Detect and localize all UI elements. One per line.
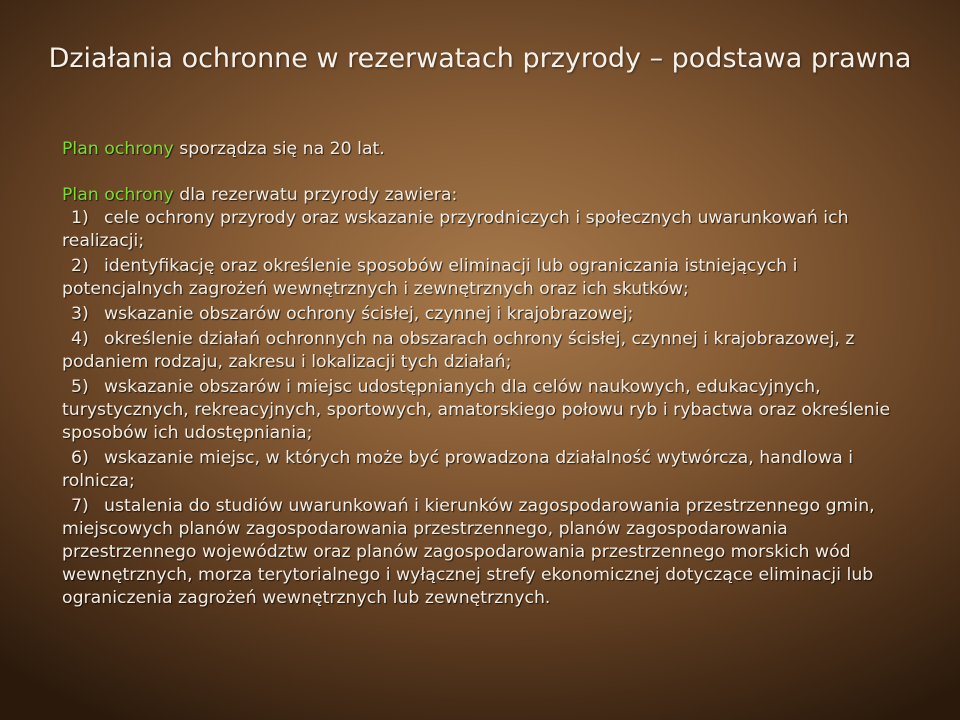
item-number: 1): [71, 208, 89, 228]
item-number: 7): [71, 496, 89, 516]
item-text: określenie działań ochronnych na obszarach ochrony ścisłej, czynnej i krajobrazowej, z podaniem rodzaju, zakresu i lokalizacji tych działań;: [62, 329, 855, 372]
item-number: 3): [71, 304, 89, 324]
lead-term: Plan ochrony: [62, 185, 174, 205]
item-text: wskazanie obszarów ochrony ścisłej, czynnej i krajobrazowej;: [104, 304, 634, 324]
item-text: wskazanie miejsc, w których może być prowadzona działalność wytwórcza, handlowa i rolnicza;: [62, 448, 854, 491]
item-number: 6): [71, 448, 89, 468]
lead-paragraph: [62, 184, 912, 207]
item-text: identyfikację oraz określenie sposobów eliminacji lub ograniczania istniejących i potencjalnych zagrożeń wewnętrznych i zewnętrznych oraz ich skutków;: [62, 256, 798, 299]
intro-term: Plan ochrony: [62, 139, 174, 159]
list-item: [62, 376, 912, 445]
slide-content: [62, 138, 912, 612]
item-text: ustalenia do studiów uwarunkowań i kierunków zagospodarowania przestrzennego gmin, miejscowych planów zagospodarowania przestrzennego, planów zagospodarowania przestrzennego województw oraz planów zagospodarowania przestrzennego morskich wód wewnętrznych, morza terytorialnego i wyłącznej strefy ekonomicznej dotyczące eliminacji lub ograniczenia zagrożeń wewnętrznych lub zewnętrznych.: [62, 496, 875, 608]
item-text: wskazanie obszarów i miejsc udostępnianych dla celów naukowych, edukacyjnych, turystycznych, rekreacyjnych, sportowych, amatorskiego połowu ryb i rybactwa oraz określenie sposobów ich udostępniania;: [62, 377, 891, 443]
list-item: [62, 303, 912, 326]
list-item: [62, 495, 912, 610]
intro-paragraph: [62, 138, 912, 161]
paragraph-spacer: [62, 161, 912, 184]
item-number: 5): [71, 377, 89, 397]
list-item: [62, 255, 912, 301]
list-item: [62, 447, 912, 493]
item-number: 4): [71, 329, 89, 349]
slide-title: Działania ochronne w rezerwatach przyrody – podstawa prawna: [48, 43, 912, 74]
list-item: [62, 328, 912, 374]
intro-text: sporządza się na 20 lat.: [173, 139, 385, 159]
lead-text: dla rezerwatu przyrody zawiera:: [173, 185, 458, 205]
list-item: [62, 207, 912, 253]
item-text: cele ochrony przyrody oraz wskazanie przyrodniczych i społecznych uwarunkowań ich realizacji;: [62, 208, 849, 251]
item-number: 2): [71, 256, 89, 276]
